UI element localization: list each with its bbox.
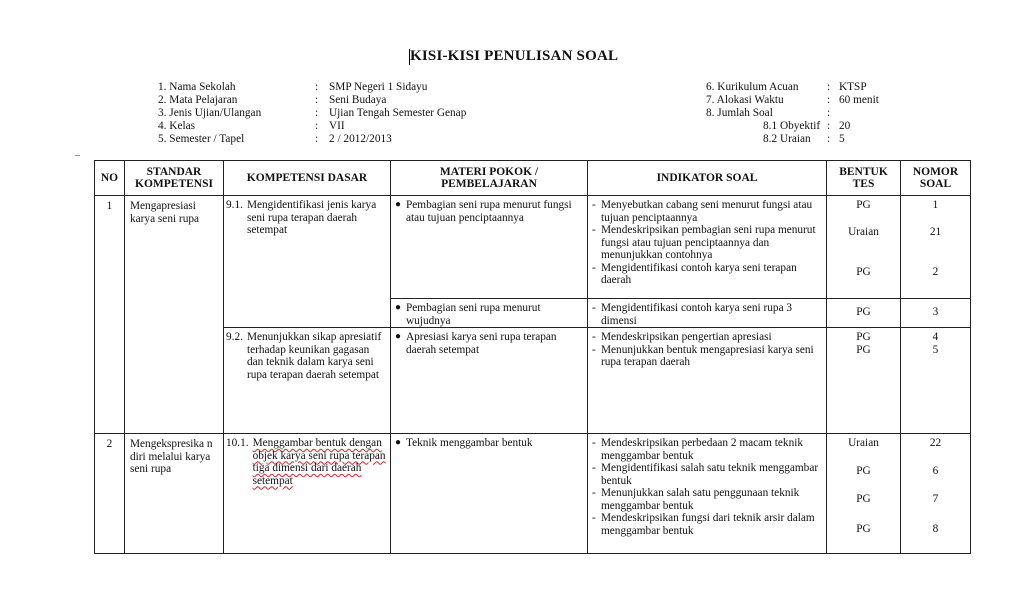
cell-nomor-soal: 1 21 2: [901, 196, 971, 299]
bullet-icon: ●: [395, 199, 402, 210]
cell-no: 2: [95, 434, 125, 554]
cell-indikator: - Menyebutkan cabang seni menurut fungsi atau tujuan penciptaannya - Mendeskripsikan pembagian seni rupa menurut fungsi atau tujuan penciptaannya dan menunjukkan contohnya - Mengidentifikasi contoh karya seni terapan daerah: [588, 196, 827, 299]
cell-bentuk-tes: Uraian PG PG PG: [827, 434, 901, 554]
table-header-row: [95, 161, 971, 196]
cell-nomor-soal: 4 5: [901, 328, 971, 434]
margin-mark: [75, 155, 80, 156]
spellcheck-underlined-text: Menggambar bentuk dengan objek karya seni rupa terapan tiga dimensi dari daerah setempat: [252, 437, 386, 487]
header-kompetensi-dasar: KOMPETENSI DASAR: [224, 161, 391, 196]
header-materi-pokok: MATERI POKOK / PEMBELAJARAN: [391, 161, 588, 196]
header-no: NO: [95, 161, 125, 196]
cell-indikator: - Mengidentifikasi contoh karya seni rupa 3 dimensi: [588, 299, 827, 328]
bullet-icon: ●: [395, 331, 402, 342]
table-row: [95, 196, 971, 299]
cell-materi-pokok: ● Teknik menggambar bentuk: [391, 434, 588, 554]
document-title: KISI-KISI PENULISAN SOAL: [410, 48, 619, 64]
kisi-table: [94, 160, 971, 554]
table-row: [95, 434, 971, 554]
cell-standar-kompetensi: Mengekspresika n diri melalui karya seni rupa: [125, 434, 224, 554]
cell-nomor-soal: 3: [901, 299, 971, 328]
cell-bentuk-tes: PG: [827, 299, 901, 328]
header-bentuk-tes: BENTUK TES: [827, 161, 901, 196]
cell-kompetensi-dasar: 9.1. Mengidentifikasi jenis karya seni rupa terapan daerah setempat: [224, 196, 391, 328]
cell-materi-pokok: ● Pembagian seni rupa menurut wujudnya: [391, 299, 588, 328]
table-row: [95, 328, 971, 434]
cell-standar-kompetensi: Mengapresiasi karya seni rupa: [125, 196, 224, 434]
cell-indikator: - Mendeskripsikan pengertian apresiasi - Menunjukkan bentuk mengapresiasi karya seni rupa terapan daerah: [588, 328, 827, 434]
cell-bentuk-tes: PG PG: [827, 328, 901, 434]
cell-materi-pokok: ● Apresiasi karya seni rupa terapan daerah setempat: [391, 328, 588, 434]
cell-bentuk-tes: PG Uraian PG: [827, 196, 901, 299]
cell-nomor-soal: 22 6 7 8: [901, 434, 971, 554]
cell-kompetensi-dasar: 9.2. Menunjukkan sikap apresiatif terhadap keunikan gagasan dan teknik dalam karya seni rupa terapan daerah setempat: [224, 328, 391, 434]
header-standar-kompetensi: STANDAR KOMPETENSI: [125, 161, 224, 196]
document-page: KISI-KISI PENULISAN SOAL 1. Nama Sekolah : SMP Negeri 1 Sidayu 2. Mata Pelajaran : Seni Budaya 3. Jenis Ujian/Ulangan : Ujian Tengah Semester Genap 4. Kelas : VII 5. Semester / Tapel : 2 / 2012/2013 6. Kurikulum Acuan : KTSP 7. Alokasi Waktu : 60 menit 8. Jumlah Soal : 8.1 Obyektif : 20 8.2 Uraian : 5 NO STANDAR KOMPETENSI KOMPETENSI DASAR MATERI POKOK / PEMBELAJARAN INDIKATOR SOAL BENTUK TES NOMOR SOAL 1 Mengapresiasi karya seni rupa 9.1. Mengidentifikasi jenis karya seni rupa terapan daerah setempat ● Pembagian seni rupa menurut fungsi atau tujuan penciptaannya - Menyebutkan cabang seni menurut fungsi atau tujuan penciptaannya - Mendeskripsikan pembagian seni rupa menurut fungsi atau tujuan penciptaannya dan menunjukkan contohnya - Mengidentifikasi contoh karya seni terapan daerah PG Uraian PG 1 21 2 ● Pembagian seni rupa menurut wujudnya - Mengidentifikasi contoh karya seni rupa 3 dimensi PG 3 9.2. Menunjukkan sikap apresiatif terhadap keunikan gagasan dan teknik dalam karya seni rupa terapan daerah setempat ● Apresiasi karya seni rupa terapan daerah setempat - Mendeskripsikan pengertian apresiasi - Menunjukkan bentuk mengapresiasi karya seni rupa terapan daerah PG PG 4 5 2 Mengekspresika n diri melalui karya seni rupa 10.1. Menggambar bentuk dengan objek karya seni rupa terapan tiga dimensi dari daerah setempat ● Teknik menggambar bentuk - Mendeskripsikan perbedaan 2 macam teknik menggambar bentuk - Mengidentifikasi salah satu teknik menggambar bentuk - Menunjukkan salah satu penggunaan teknik menggambar bentuk - Mendeskripsikan fungsi dari teknik arsir dalam menggambar bentuk Uraian PG PG PG 22 6 7 8: [0, 0, 1024, 595]
cell-kompetensi-dasar: 10.1. Menggambar bentuk dengan objek karya seni rupa terapan tiga dimensi dari daerah setempat: [224, 434, 391, 554]
cell-materi-pokok: ● Pembagian seni rupa menurut fungsi atau tujuan penciptaannya: [391, 196, 588, 299]
bullet-icon: ●: [395, 302, 402, 313]
bullet-icon: ●: [395, 437, 402, 448]
header-nomor-soal: NOMOR SOAL: [901, 161, 971, 196]
header-indikator-soal: INDIKATOR SOAL: [588, 161, 827, 196]
cell-indikator: - Mendeskripsikan perbedaan 2 macam teknik menggambar bentuk - Mengidentifikasi salah satu teknik menggambar bentuk - Menunjukkan salah satu penggunaan teknik menggambar bentuk - Mendeskripsikan fungsi dari teknik arsir dalam menggambar bentuk: [588, 434, 827, 554]
cell-no: 1: [95, 196, 125, 434]
